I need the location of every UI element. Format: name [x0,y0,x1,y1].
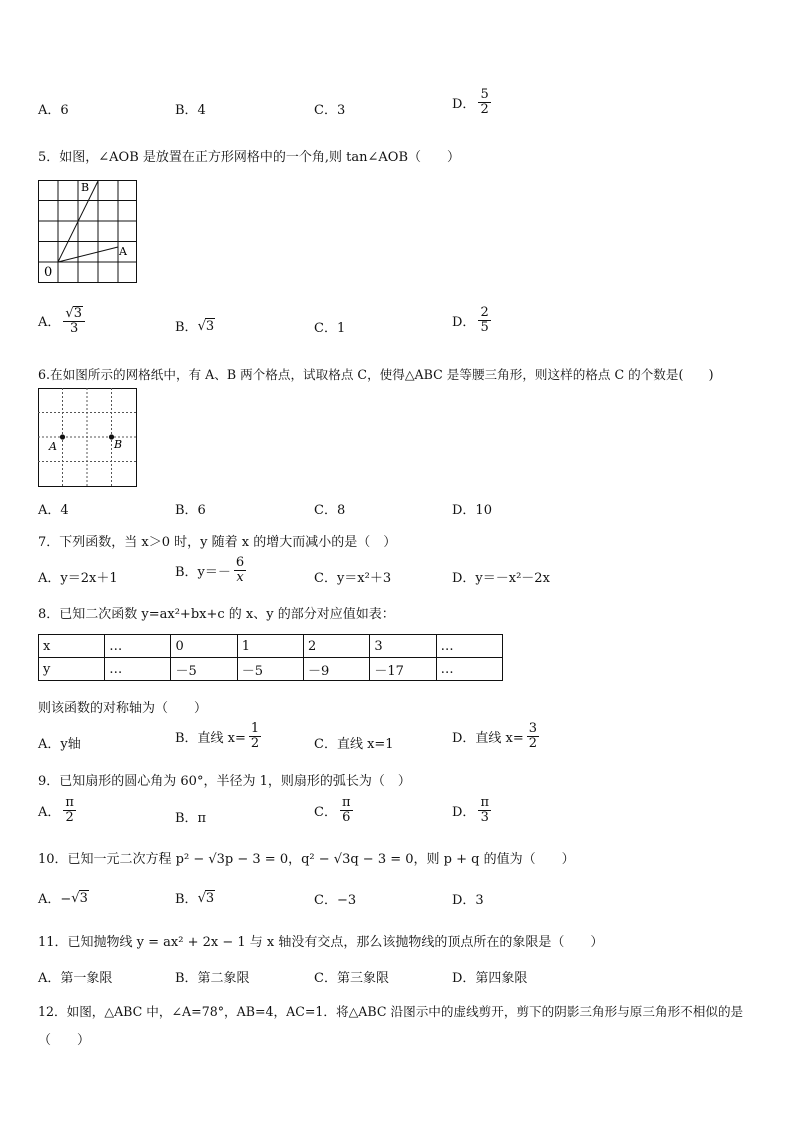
q9-option-d: D． $\frac{\pi}{3}$ [452,795,489,825]
fraction: $\frac{\pi}{3}$ [480,795,489,825]
sqrt: √ 3 [197,318,215,334]
q5-option-a: A． √ 3 3 [38,306,85,335]
sqrt: √ 3 [197,890,215,906]
q4-option-a: A．6 [38,103,69,118]
q10-option-b: B． √ 3 [175,890,215,907]
q4-option-c: C．3 [314,103,346,118]
q9-option-b: B．π [175,811,207,826]
q9-stem: 9．已知扇形的圆心角为 60°，半径为 1，则扇形的弧长为（ ） [38,774,411,789]
table-row [39,635,503,658]
point-o-label: 0 [44,265,53,280]
sqrt: √ 3 [65,306,82,321]
q8-question: 则该函数的对称轴为（ ） [38,701,208,716]
q6-stem: 6.在如图所示的网格纸中，有 A、B 两个格点，试取格点 C，使得△ABC 是等腰三角形，则这样的格点 C 的个数是( ) [38,367,714,382]
point-a-label: A [49,440,57,453]
q5-grid-figure [38,180,138,284]
fraction: $\frac{1}{2}$ [250,721,260,751]
q5-stem: 5．如图，∠AOB 是放置在正方形网格中的一个角,则 tan∠AOB（ ） [38,150,460,165]
table-cell: y [39,658,105,681]
q12-stem: 12．如图，△ABC 中，∠A=78°，AB=4，AC=1．将△ABC 沿图示中的虚线剪开，剪下的阴影三角形与原三角形不相似的是 [38,1004,744,1019]
q6-option-a: A．4 [38,503,69,518]
q8-stem: 8．已知二次函数 y=ax²+bx+c 的 x、y 的部分对应值如表： [38,607,395,622]
q5-option-c: C．1 [314,321,346,336]
table-cell: x [39,635,105,658]
q7-option-b: B．y＝－ $\frac{6}{x}$ [175,555,245,585]
table-cell: 3 [370,635,436,658]
fraction: $\frac{5}{2}$ [480,87,489,117]
q8-option-d: D．直线 x= $\frac{3}{2}$ [452,721,538,751]
table-cell: … [105,635,171,658]
point-b-label: B [114,438,123,451]
table-cell: … [436,635,502,658]
point-a-label: A [119,245,127,258]
q10-option-c: C．−3 [314,893,357,908]
q11-stem: 11．已知抛物线 y = ax² + 2x − 1 与 x 轴没有交点，那么该抛物线的顶点所在的象限是（ ） [38,935,604,950]
point-b-label: B [81,181,90,194]
q12-stem-continued: （ ） [38,1033,91,1048]
fraction: $\frac{\pi}{2}$ [65,795,74,825]
ray-oa [58,247,118,262]
table-cell: －17 [370,658,436,681]
q11-option-a: A．第一象限 [38,971,113,986]
q11-option-b: B．第二象限 [175,971,250,986]
table-cell: 2 [304,635,370,658]
q9-option-a: A． $\frac{\pi}{2}$ [38,795,74,825]
q4-option-b: B．4 [175,103,206,118]
q6-grid-figure [38,388,138,488]
q5-option-d: D． $\frac{2}{5}$ [452,305,489,335]
q6-option-c: C．8 [314,503,346,518]
q7-option-c: C．y＝x²＋3 [314,571,392,586]
table-cell: … [105,658,171,681]
q9-option-c: C． $\frac{\pi}{6}$ [314,795,351,825]
q10-option-a: A．− √ 3 [38,890,88,907]
q7-option-d: D．y＝－x²－2x [452,571,550,586]
q11-option-d: D．第四象限 [452,971,528,986]
table-cell: 0 [171,635,237,658]
fraction: $\frac{3}{2}$ [528,721,538,751]
q11-option-c: C．第三象限 [314,971,389,986]
table-cell: 1 [237,635,303,658]
table-row [39,658,503,681]
table-cell: －5 [171,658,237,681]
q6-option-d: D．10 [452,503,492,518]
q8-option-b: B．直线 x= $\frac{1}{2}$ [175,721,260,751]
q7-option-a: A．y＝2x＋1 [38,571,118,586]
table-cell: －5 [237,658,303,681]
q8-option-a: A．y轴 [38,737,81,752]
q8-value-table [38,634,503,681]
sqrt: √ 3 [71,890,88,906]
q10-stem: 10．已知一元二次方程 p² − √3p − 3 = 0，q² − √3q − 3 = 0，则 p + q 的值为（ ） [38,852,575,867]
point-a-dot [60,434,65,439]
q6-option-b: B．6 [175,503,206,518]
q4-option-d [452,88,491,116]
q8-option-c: C．直线 x=1 [314,737,394,752]
option-label: D． [452,96,476,112]
fraction: √ 3 3 [63,306,85,335]
fraction: $\frac{\pi}{6}$ [341,795,351,825]
fraction: $\frac{2}{5}$ [480,305,489,335]
table-cell: －9 [304,658,370,681]
table-cell: … [436,658,502,681]
fraction: $\frac{6}{x}$ [235,555,245,585]
q10-option-d: D．3 [452,893,484,908]
q5-option-b: B． √ 3 [175,318,215,335]
q7-stem: 7．下列函数，当 x＞0 时，y 随着 x 的增大而减小的是（ ） [38,535,397,550]
